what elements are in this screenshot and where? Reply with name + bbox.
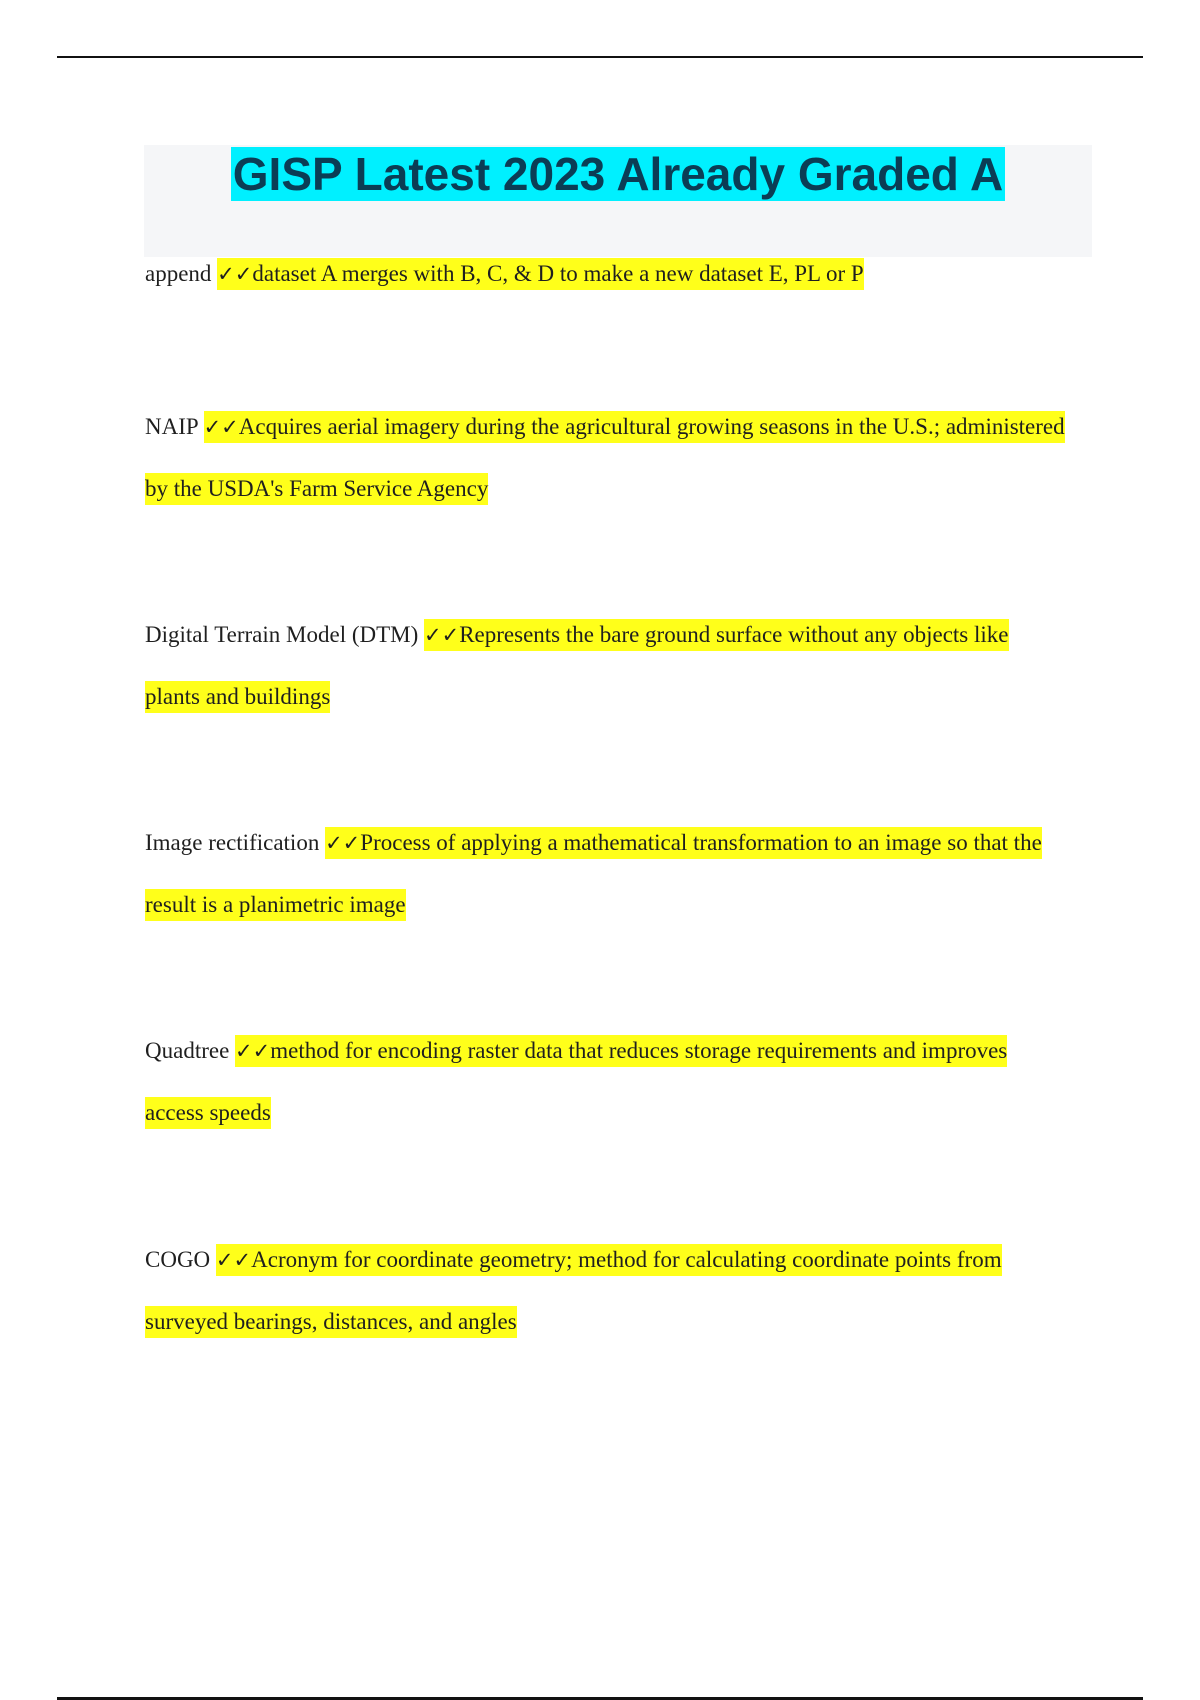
entry-definition: Represents the bare ground surface without any objects like plants and buildings <box>145 622 1009 709</box>
flashcard-entry <box>145 812 1065 935</box>
entry-definition: method for encoding raster data that reduces storage requirements and improves access speeds <box>145 1038 1008 1125</box>
check-icon: ✓✓ <box>217 262 253 286</box>
check-icon: ✓✓ <box>235 1039 271 1063</box>
entry-answer <box>145 1035 1007 1129</box>
entry-definition: Acquires aerial imagery during the agricultural growing seasons in the U.S.; administered by the USDA's Farm Service Agency <box>145 414 1065 501</box>
check-icon: ✓✓ <box>325 831 361 855</box>
check-icon: ✓✓ <box>424 623 460 647</box>
flashcard-entry <box>145 1020 1065 1143</box>
entry-term: COGO <box>145 1247 211 1272</box>
entry-term: Quadtree <box>145 1038 230 1063</box>
flashcard-entry <box>145 604 1065 727</box>
title-container <box>144 147 1092 201</box>
document-title: GISP Latest 2023 Already Graded A <box>232 148 1004 200</box>
flashcard-entry <box>145 1229 1065 1352</box>
check-icon: ✓✓ <box>203 415 239 439</box>
entry-term: Image rectification <box>145 830 320 855</box>
entry-term: NAIP <box>145 414 198 439</box>
entry-term: Digital Terrain Model (DTM) <box>145 622 419 647</box>
top-rule <box>57 56 1143 58</box>
entry-definition: Process of applying a mathematical transformation to an image so that the result is a planimetric image <box>145 830 1042 917</box>
entry-definition: dataset A merges with B, C, & D to make a new dataset E, PL or P <box>252 261 864 286</box>
entry-answer <box>145 411 1065 505</box>
entry-definition: Acronym for coordinate geometry; method for calculating coordinate points from surveyed bearings, distances, and angles <box>145 1247 1002 1334</box>
flashcard-entry <box>145 243 1065 305</box>
check-icon: ✓✓ <box>215 1248 252 1272</box>
entry-answer <box>145 1244 1002 1338</box>
entry-term: append <box>145 261 212 286</box>
entry-answer <box>217 258 864 290</box>
flashcard-entry <box>145 396 1065 519</box>
